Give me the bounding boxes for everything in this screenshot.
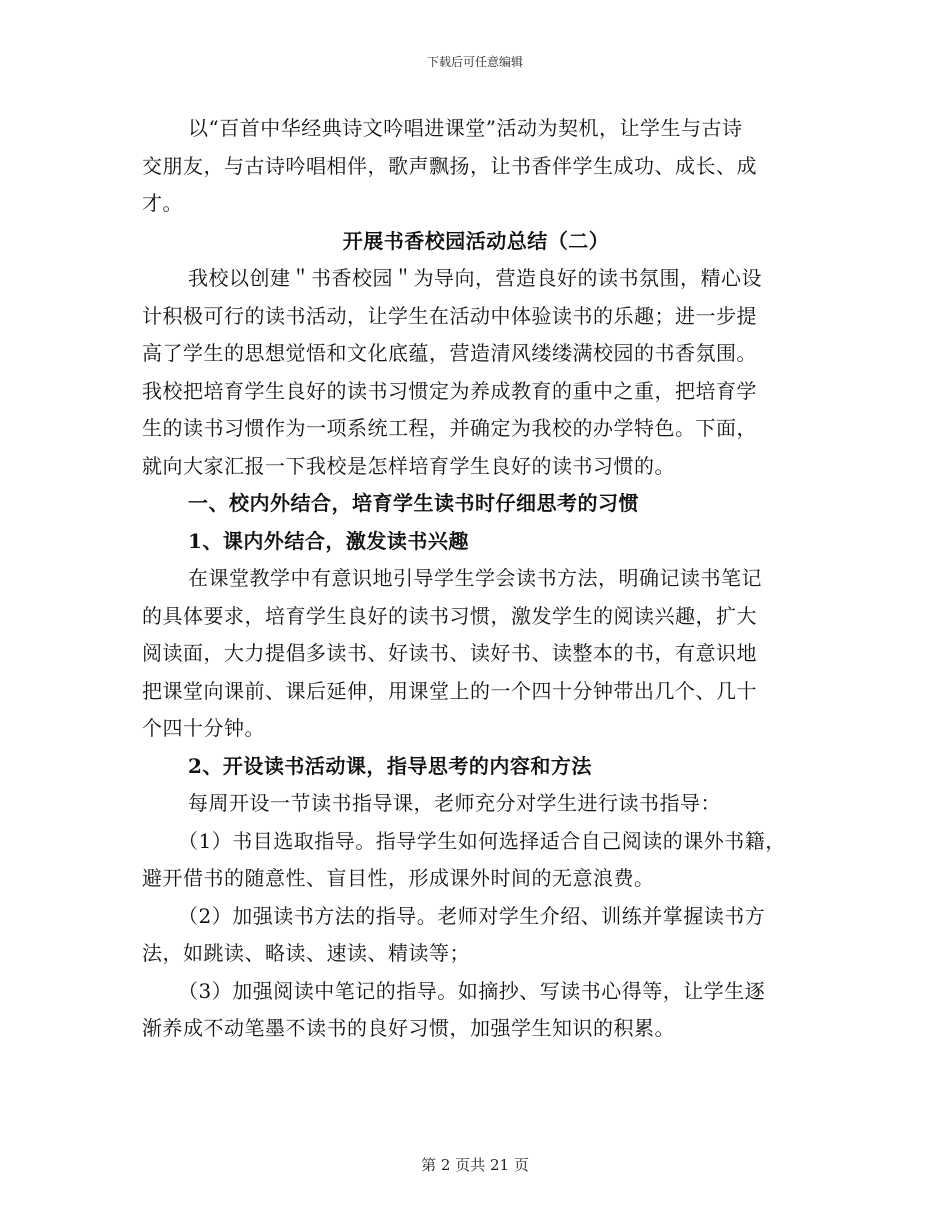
paragraph-line: 以“百首中华经典诗文吟唱进课堂”活动为契机，让学生与古诗: [188, 116, 743, 140]
list-item-line: （2）加强读书方法的指导。老师对学生介绍、训练并掌握读书方: [178, 903, 766, 928]
page-header: 下载后可任意编辑: [426, 55, 523, 69]
paragraph-line: 高了学生的思想觉悟和文化底蕴，营造清风缕缕满校园的书香氛围。: [142, 341, 757, 365]
paragraph-line: 在课堂教学中有意识地引导学生学会读书方法，明确记读书笔记: [188, 566, 762, 590]
heading-level-1: 一、校内外结合，培育学生读书时仔细思考的习惯: [188, 491, 639, 515]
paragraph-line: 计积极可行的读书活动，让学生在活动中体验读书的乐趣；进一步提: [142, 303, 757, 328]
heading-level-2: 2、开设读书活动课，指导思考的内容和方法: [188, 753, 592, 778]
paragraph-line: 才。: [142, 191, 183, 215]
paragraph-line: 阅读面，大力提倡多读书、好读书、读好书、读整本的书，有意识地: [142, 641, 757, 665]
paragraph-line: 就向大家汇报一下我校是怎样培育学生良好的读书习惯的。: [142, 453, 675, 478]
list-item-line: 法，如跳读、略读、速读、精读等；: [142, 941, 470, 965]
paragraph-line: 把课堂向课前、课后延伸，用课堂上的一个四十分钟带出几个、几十: [142, 678, 757, 703]
paragraph-line: 交朋友，与古诗吟唱相伴，歌声飘扬，让书香伴学生成功、成长、成: [142, 153, 757, 178]
document-body: [142, 110, 810, 1048]
paragraph-line: 我校把培育学生良好的读书习惯定为养成教育的重中之重，把培育学: [142, 378, 757, 403]
list-item-line: （1）书目选取指导。指导学生如何选择适合自己阅读的课外书籍，: [178, 828, 786, 853]
paragraph-line: 生的读书习惯作为一项系统工程，并确定为我校的办学特色。下面，: [142, 416, 757, 440]
list-item-line: 渐养成不动笔墨不读书的良好习惯，加强学生知识的积累。: [142, 1016, 675, 1040]
list-item-line: 避开借书的随意性、盲目性，形成课外时间的无意浪费。: [142, 866, 655, 890]
paragraph-line: 个四十分钟。: [142, 716, 265, 740]
paragraph-line: 我校以创建＂书香校园＂为导向，营造良好的读书氛围，精心设: [188, 266, 762, 290]
section-title: 开展书香校园活动总结（二）: [342, 228, 610, 253]
heading-level-2: 1、课内外结合，激发读书兴趣: [188, 528, 469, 553]
page-footer: 第 2 页共 21 页: [421, 1156, 529, 1174]
paragraph-line: 每周开设一节读书指导课，老师充分对学生进行读书指导：: [188, 791, 721, 815]
paragraph-line: 的具体要求，培育学生良好的读书习惯，激发学生的阅读兴趣，扩大: [142, 603, 757, 628]
list-item-line: （3）加强阅读中笔记的指导。如摘抄、写读书心得等，让学生逐: [178, 978, 766, 1003]
